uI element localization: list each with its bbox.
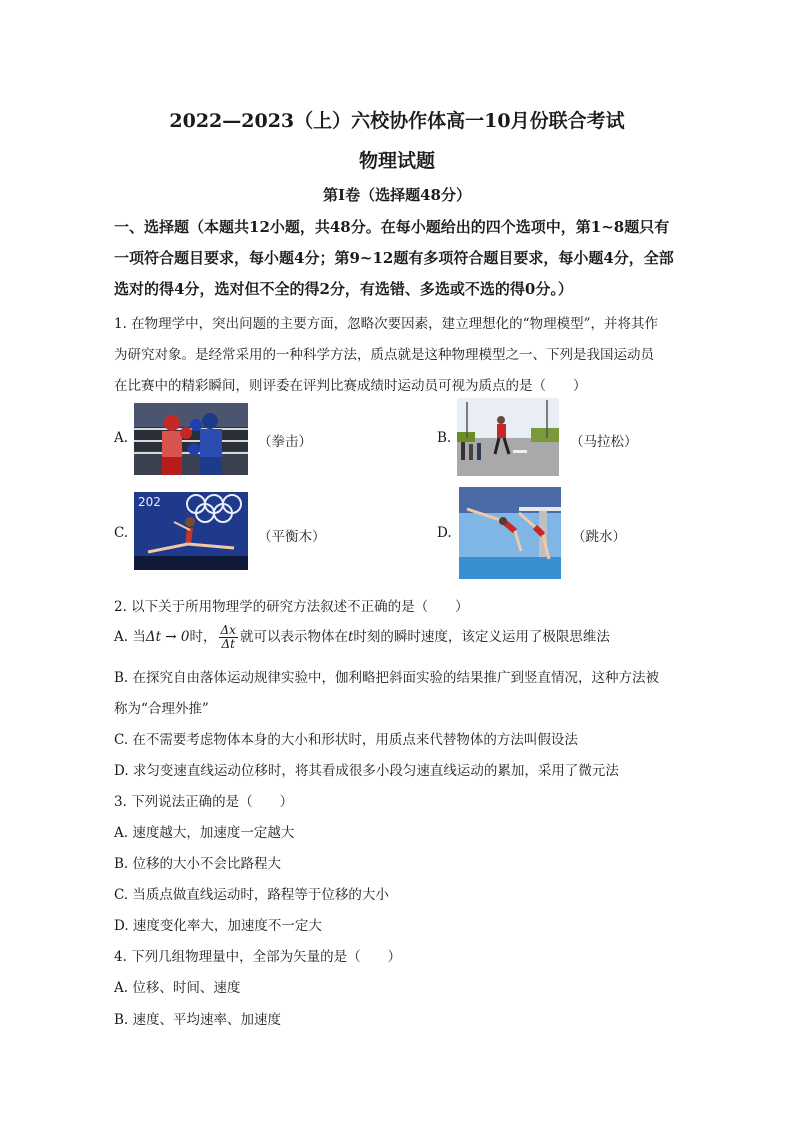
q2-stem: 2. 以下关于所用物理学的研究方法叙述不正确的是（ ） [114, 599, 469, 615]
q2-option-a [114, 622, 610, 652]
q1-option-d-letter: D. [437, 525, 452, 541]
q2-a-pre: A. 当 [114, 629, 146, 645]
volume-title: 第Ⅰ卷（选择题48分） [323, 186, 471, 204]
q4-option-a: A. 位移、时间、速度 [114, 980, 241, 996]
svg-text:202: 202 [138, 495, 161, 509]
q2-a-post1: 就可以表示物体在 [239, 629, 348, 645]
q3-stem: 3. 下列说法正确的是（ ） [114, 794, 294, 810]
q1-line-1: 1. 在物理学中，突出问题的主要方面，忽略次要因素，建立理想化的“物理模型”，并将其作 [114, 316, 658, 332]
q3-option-a: A. 速度越大，加速度一定越大 [114, 825, 295, 841]
q4-option-b: B. 速度、平均速率、加速度 [114, 1012, 282, 1028]
q2-a-delta: Δt → 0 [145, 629, 190, 645]
q2-option-c: C. 在不需要考虑物体本身的大小和形状时，用质点来代替物体的方法叫假设法 [114, 732, 578, 748]
q3-option-d: D. 速度变化率大，加速度不一定大 [114, 918, 322, 934]
q1-option-c-letter: C. [114, 525, 129, 541]
q2-option-b-line-1: B. 在探究自由落体运动规律实验中，伽利略把斜面实验的结果推广到竖直情况，这种方法被 [114, 670, 660, 686]
q2-a-t: t [347, 629, 354, 645]
q1-option-a-caption: （拳击） [258, 434, 312, 450]
q2-a-mid: 时， [189, 629, 217, 645]
q1-option-b-caption: （马拉松） [570, 434, 638, 450]
q1-option-d-caption: （跳水） [572, 529, 626, 545]
q2-a-denominator: Δt [221, 637, 235, 651]
q2-a-post2: 时刻的瞬时速度，该定义运用了极限思维法 [353, 629, 610, 645]
q2-option-d: D. 求匀变速直线运动位移时，将其看成很多小段匀速直线运动的累加，采用了微元法 [114, 763, 619, 779]
q2-a-numerator: Δx [220, 623, 236, 637]
q1-option-a-letter: A. [114, 430, 129, 446]
q1-option-c-caption: （平衡木） [258, 529, 326, 545]
exam-title: 2022—2023（上）六校协作体高一10月份联合考试 [169, 110, 625, 132]
q1-option-b-letter: B. [437, 430, 452, 446]
subject-title: 物理试题 [358, 150, 435, 172]
diving-photo [459, 487, 561, 579]
q1-line-2: 为研究对象。是经常采用的一种科学方法，质点就是这种物理模型之一、下列是我国运动员 [114, 347, 654, 363]
q2-a-fraction [219, 624, 238, 651]
boxing-photo [134, 403, 248, 475]
q3-option-b: B. 位移的大小不会比路程大 [114, 856, 282, 872]
q4-stem: 4. 下列几组物理量中，全部为矢量的是（ ） [114, 949, 402, 965]
q2-option-b-line-2: 称为“合理外推” [114, 701, 209, 717]
q1-line-3: 在比赛中的精彩瞬间，则评委在评判比赛成绩时运动员可视为质点的是（ ） [114, 378, 587, 394]
marathon-photo [457, 398, 559, 476]
q3-option-c: C. 当质点做直线运动时，路程等于位移的大小 [114, 887, 389, 903]
section-instructions: 一、选择题（本题共12小题，共48分。在每小题给出的四个选项中，第1~8题只有一项符合题目要求，每小题4分；第9~12题有多项符合题目要求，每小题4分，全部选对的得4分，选对但不全的得2分，有选错、多选或不选的得0分。） [114, 218, 674, 298]
balance-beam-photo [134, 492, 248, 570]
